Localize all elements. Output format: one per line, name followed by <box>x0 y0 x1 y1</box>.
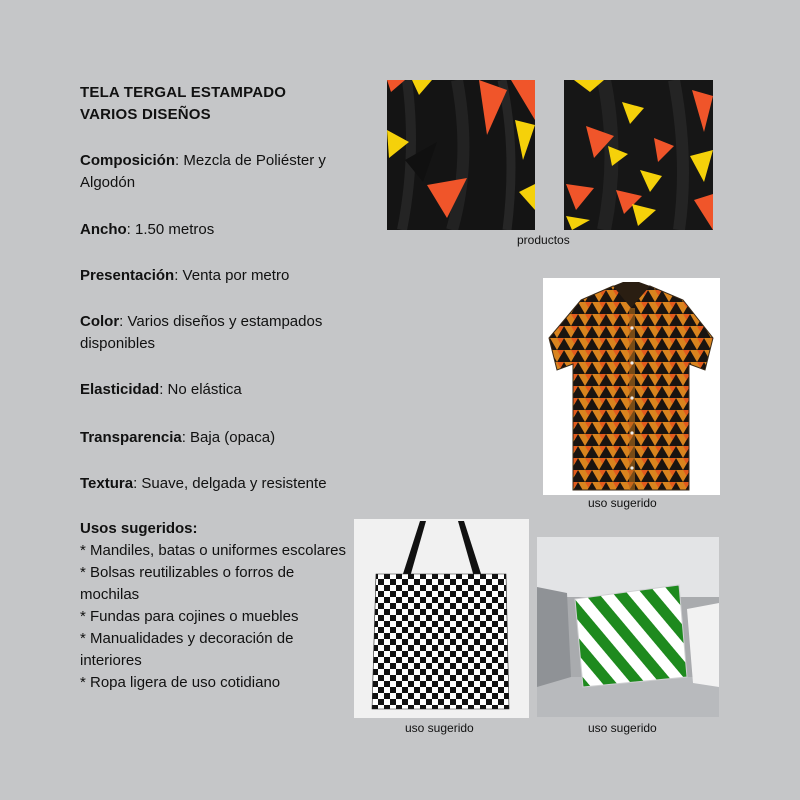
spec-label: Presentación <box>80 267 175 284</box>
spec-label: Textura <box>80 475 134 492</box>
products-caption: productos <box>517 233 570 247</box>
uso-item: * Ropa ligera de uso cotidiano <box>80 674 281 691</box>
bag-image <box>354 519 529 718</box>
shirt-caption: uso sugerido <box>588 496 657 510</box>
spec-value: : No elástica <box>159 381 242 398</box>
spec-label: Transparencia <box>80 429 182 446</box>
spec-value: : Varios diseños y estampados disponibles <box>80 313 323 352</box>
spec-color <box>80 311 348 355</box>
usos-sugeridos <box>80 518 350 694</box>
pillow-image <box>537 537 719 717</box>
spec-label: Elasticidad <box>80 381 160 398</box>
usos-heading: Usos sugeridos: <box>80 520 198 537</box>
fabric-image-1 <box>387 80 535 230</box>
spec-value: : Venta por metro <box>174 267 290 284</box>
bag-caption: uso sugerido <box>405 721 474 735</box>
spec-transparencia <box>80 427 355 449</box>
spec-composicion <box>80 150 355 194</box>
spec-presentacion <box>80 265 355 287</box>
uso-item: * Manualidades y decoración de interiores <box>80 630 294 669</box>
product-title-line-2: VARIOS DISEÑOS <box>80 106 211 123</box>
spec-label: Color <box>80 313 120 330</box>
shirt-image <box>543 278 720 495</box>
pillow-caption: uso sugerido <box>588 721 657 735</box>
fabric-image-2 <box>564 80 713 230</box>
uso-item: * Mandiles, batas o uniformes escolares <box>80 542 346 559</box>
spec-ancho <box>80 219 355 241</box>
spec-value: : Baja (opaca) <box>181 429 276 446</box>
spec-label: Ancho <box>80 221 127 238</box>
uso-item: * Bolsas reutilizables o forros de mochilas <box>80 564 295 603</box>
uso-item: * Fundas para cojines o muebles <box>80 608 299 625</box>
spec-value: : Suave, delgada y resistente <box>133 475 327 492</box>
spec-value: : 1.50 metros <box>126 221 215 238</box>
product-title-line-1: TELA TERGAL ESTAMPADO <box>80 84 287 101</box>
spec-elasticidad <box>80 379 355 401</box>
spec-label: Composición <box>80 152 176 169</box>
spec-value: : Mezcla de Poliéster y Algodón <box>80 152 326 191</box>
product-title <box>80 82 286 126</box>
spec-textura <box>80 473 350 495</box>
